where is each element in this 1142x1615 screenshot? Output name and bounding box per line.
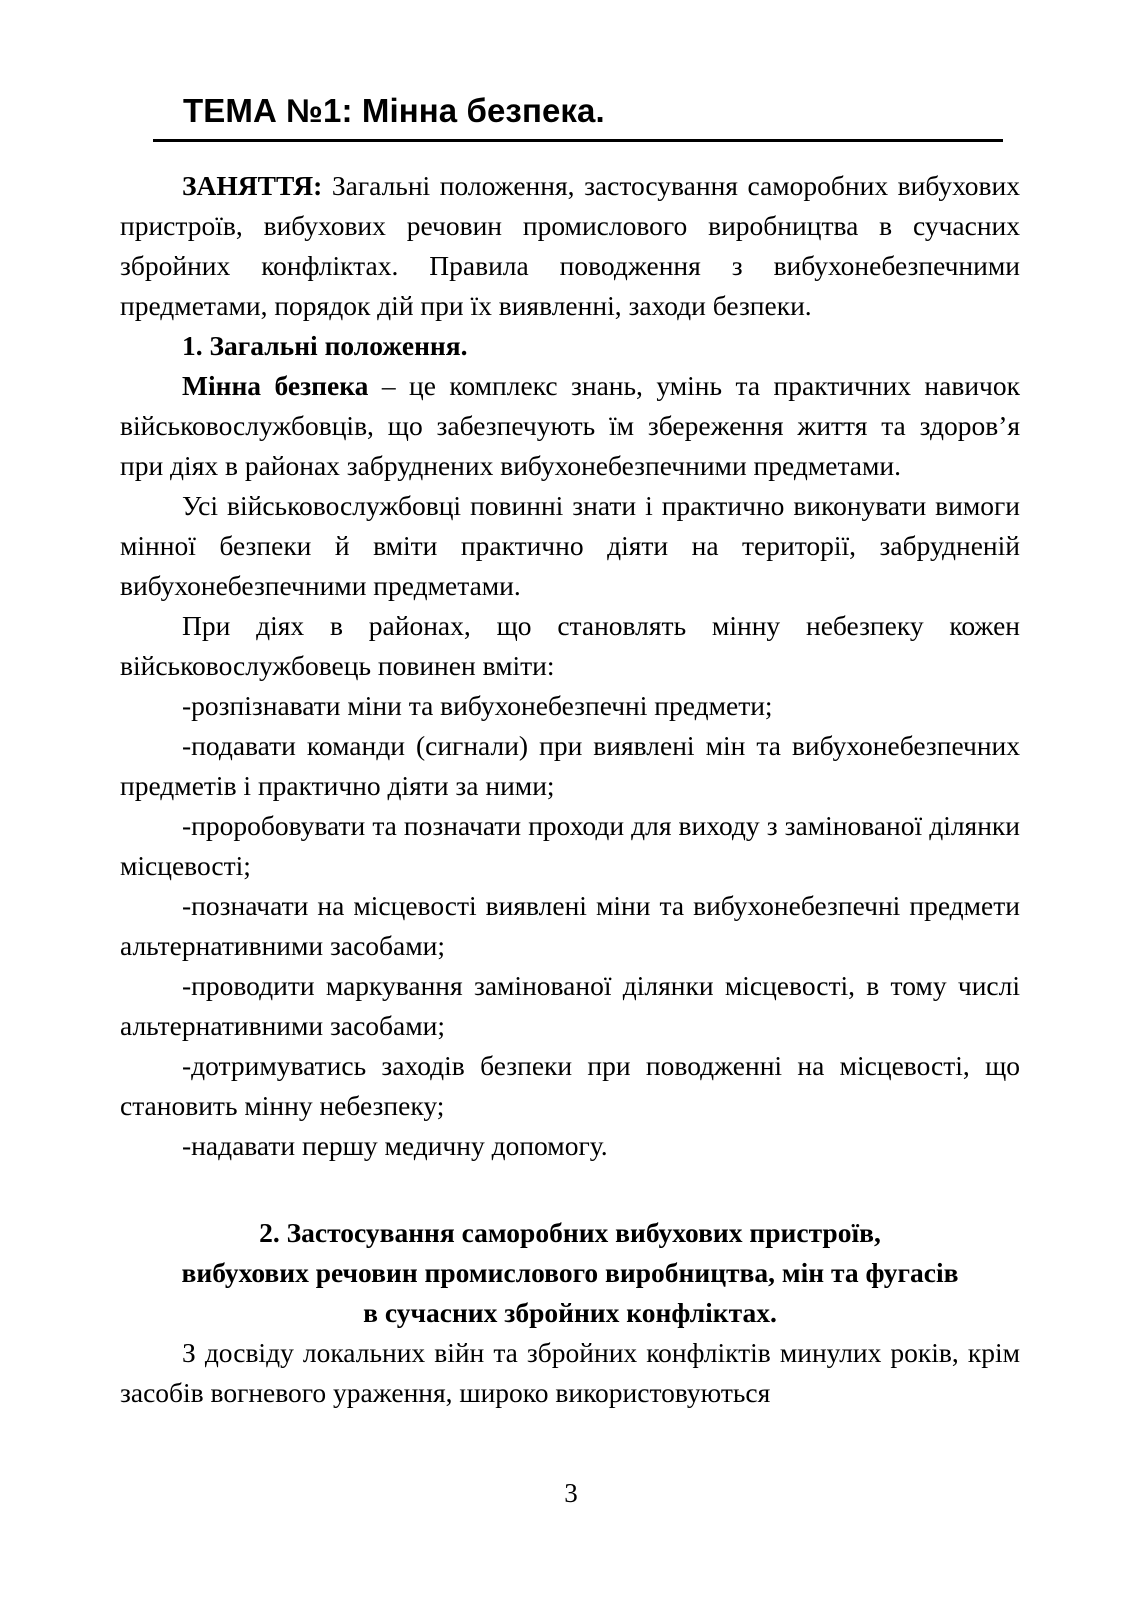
- section2-heading-line2: вибухових речовин промислового виробництва, мін та фугасів: [181, 1256, 959, 1288]
- requirements-paragraph: Усі військовослужбовці повинні знати і практично виконувати вимоги мінної безпеки й вміти практично діяти на території, забрудненій вибухонебезпечними предметами.: [120, 489, 1020, 601]
- section2-heading-line1: 2. Застосування саморобних вибухових пристроїв,: [259, 1216, 881, 1248]
- intro-paragraph: [120, 166, 1020, 326]
- section2-paragraph: З досвіду локальних війн та збройних конфліктів минулих років, крім засобів вогневого ураження, широко використовуються: [120, 1336, 1020, 1408]
- page-content: [120, 0, 1020, 1413]
- section2-heading: [120, 1213, 1020, 1333]
- section-spacer: [120, 1166, 1020, 1213]
- definition-paragraph: [120, 366, 1020, 486]
- list-item: -розпізнавати міни та вибухонебезпечні предмети;: [182, 689, 773, 721]
- section1-heading: [120, 326, 1020, 366]
- section1-heading-text: 1. Загальні положення.: [182, 329, 468, 361]
- list-item: -проводити маркування замінованої ділянки місцевості, в тому числі альтернативними засобами;: [120, 969, 1020, 1041]
- title-divider: [153, 139, 1003, 142]
- list-item: -проробовувати та позначати проходи для виходу з замінованої ділянки місцевості;: [120, 809, 1020, 881]
- list-item: -подавати команди (сигнали) при виявлені мін та вибухонебезпечних предметів і практично діяти за ними;: [120, 729, 1020, 801]
- list-item: -дотримуватись заходів безпеки при поводженні на місцевості, що становить мінну небезпеку;: [120, 1049, 1020, 1121]
- definition-term: Мінна безпека: [182, 369, 369, 401]
- list-lead-in-paragraph: При діях в районах, що становлять мінну небезпеку кожен військовослужбовець повинен вміти:: [120, 609, 1020, 681]
- section2-heading-line3: в сучасних збройних конфліктах.: [363, 1296, 777, 1328]
- list-item: -позначати на місцевості виявлені міни та вибухонебезпечні предмети альтернативними засобами;: [120, 889, 1020, 961]
- intro-text: Загальні положення, застосування саморобних вибухових пристроїв, вибухових речовин промислового виробництва в сучасних збройних конфліктах. Правила поводження з вибухонебезпечними предметами, порядок дій при їх виявленні, заходи безпеки.: [120, 169, 1020, 321]
- page-title: ТЕМА №1: Мінна безпека.: [183, 92, 605, 129]
- page-number: 3: [564, 1478, 578, 1508]
- definition-text: – це комплекс знань, умінь та практичних навичок військовослужбовців, що забезпечують їм збереження життя та здоров’я при діях в районах забруднених вибухонебезпечними предметами.: [120, 369, 1020, 481]
- intro-label: ЗАНЯТТЯ:: [182, 169, 323, 201]
- list-item: -надавати першу медичну допомогу.: [182, 1129, 608, 1161]
